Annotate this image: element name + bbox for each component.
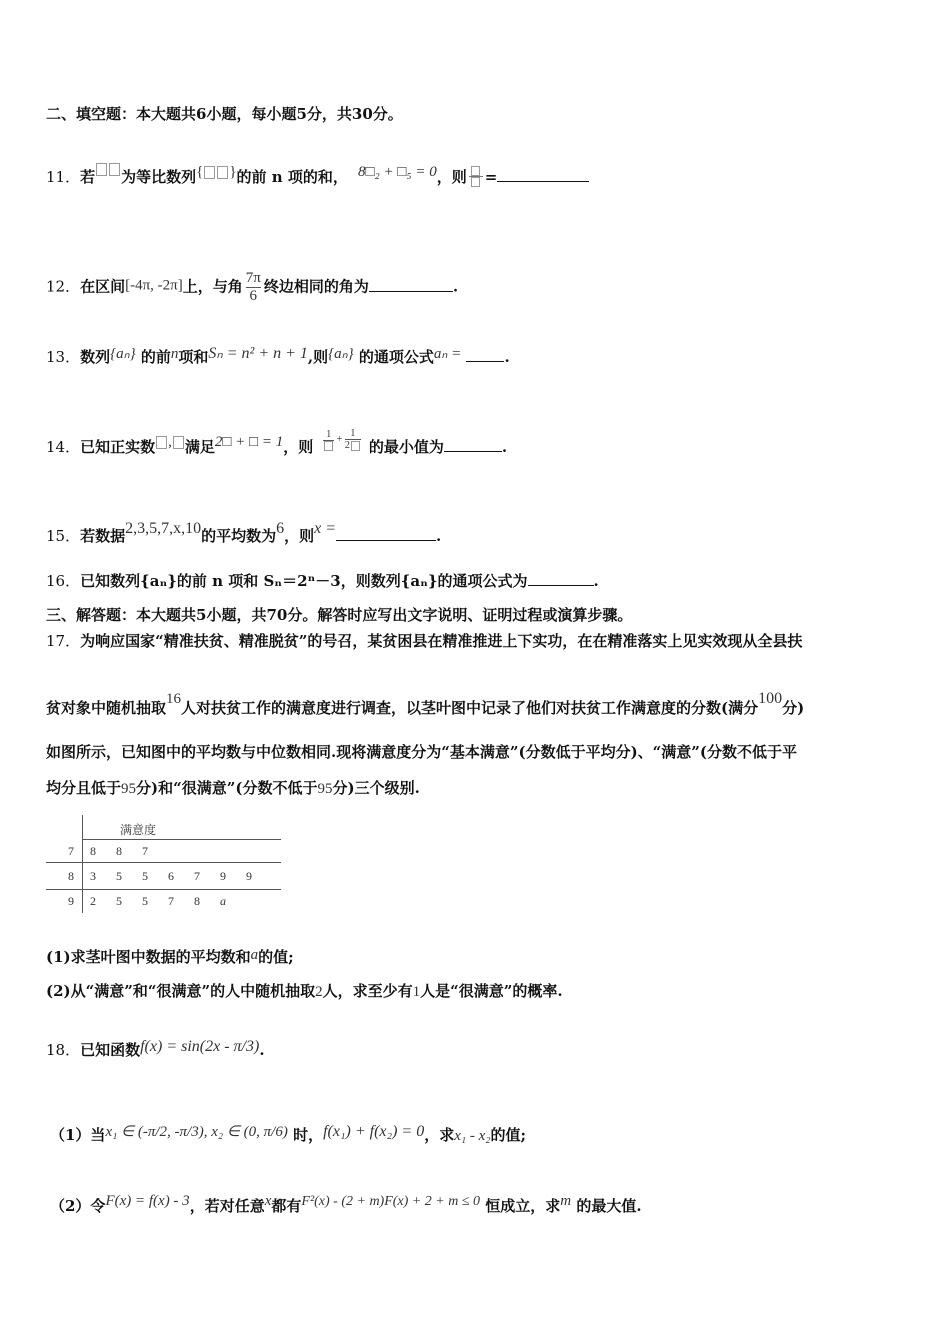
text: . [593,572,599,590]
question-18-part-2 [50,1193,642,1216]
question-13 [46,343,510,367]
math-value: 100 [758,690,783,707]
math-equation: Sₙ = n² + n + 1 [208,345,308,362]
question-14 [46,428,507,457]
stem-leaf-diagram [46,815,281,913]
text: . [452,277,459,296]
math-equation: 8□₂ + □₅ = 0 [357,164,437,180]
math-equation: x = [314,520,337,537]
math-function: F(x) = f(x) - 3 [105,1193,190,1209]
text: 的前 [140,348,171,366]
math-interval: [-4π, -2π] [125,277,183,294]
text: 的最小值为 [368,437,444,456]
text: 的值; [490,1126,527,1144]
text: 项和 [178,348,209,366]
text: 数列 [80,348,111,366]
math-brace: { } [196,164,237,180]
math-var: x [264,1193,272,1209]
leaves-row-8: 3 5 5 6 7 9 9 [90,869,252,883]
question-number: 13． [46,348,81,366]
question-number: 11． [46,168,81,186]
placeholder-glyph [96,163,107,176]
math-equation: f(x₁) + f(x₂) = 0 [323,1123,425,1140]
question-17-part-1 [46,946,294,967]
placeholder-glyph [109,163,120,176]
math-value: 16 [166,691,182,707]
text: 恒成立，求 [485,1197,561,1215]
text: 均分且低于 [46,779,122,797]
question-number: 15． [46,527,81,545]
math-sequence: {aₙ} [110,346,136,362]
question-11 [46,163,589,187]
text: 若 [80,168,96,186]
question-number: 17． [46,632,81,650]
text: 分)和“很满意”(分数不低于 [136,779,318,797]
text: 的平均数为 [201,527,277,545]
question-17-line-2 [46,690,804,718]
question-number: 18． [46,1041,81,1059]
math-value: 95 [121,781,137,797]
text: . [501,437,508,456]
question-17-line-1 [46,630,802,651]
stem-leaf-header: 满意度 [120,823,157,837]
question-12 [46,270,458,305]
text: ，则 [284,527,315,545]
leaves-row-9: 2 5 5 7 8 a [90,894,226,908]
text: 已知函数 [80,1041,141,1059]
stem-9: 9 [68,894,74,908]
math-var: a [250,947,259,963]
math-value: 6 [276,520,285,537]
math-expression: 1 + 1 2 [323,434,361,445]
question-16 [46,570,599,591]
math-data: 2,3,5,7,x,10 [125,520,202,537]
math-equation: aₙ = [433,346,462,362]
math-expression: x₁ - x₂ [454,1128,491,1144]
question-number: 16． [46,572,81,590]
text: 的前 [236,168,267,186]
math-inequality: F²(x) - (2 + m)F(x) + 2 + m ≤ 0 [301,1194,480,1209]
question-15 [46,520,441,546]
section-2-title: 二、填空题：本大题共6小题，每小题5分，共30分。 [46,105,403,123]
text: 为响应国家“精准扶贫、精准脱贫”的号召，某贫困县在精准推进上下实功，在在精准落实上见实效现从全县扶 [80,632,803,650]
text: 的值; [258,948,294,966]
question-17-part-2 [46,980,563,1001]
question-18 [46,1038,265,1060]
text: 项的和， [287,168,348,186]
text: 终边相同的角为 [263,277,369,296]
text: 的最大值. [576,1197,642,1215]
text: ,则 [307,348,329,366]
text: 分)三个级别. [332,779,420,797]
math-vars: , [155,434,185,450]
leaves-row-7: 8 8 7 [90,844,148,858]
text: (2)从“满意”和“很满意”的人中随机抽取 [46,982,316,1000]
math-fraction [469,166,483,187]
question-17-line-3: 如图所示，已知图中的平均数与中位数相同.现将满意度分为“基本满意”(分数低于平均分)、“满意”(分数不低于平 [46,743,798,761]
math-var: m [560,1193,572,1209]
math-function: f(x) = sin(2x - π/3) [140,1038,260,1055]
text: 时， [293,1126,324,1144]
text: ，则 [283,437,314,456]
answer-blank[interactable] [369,291,453,292]
text: . [436,527,442,545]
text: 若数据 [80,527,126,545]
question-number: 14． [46,437,81,456]
text: 上，与角 [182,277,243,296]
answer-blank[interactable] [466,361,504,362]
math-value: 1 [412,984,421,1000]
text: ，求 [424,1126,455,1144]
math-range: x₁ ∈ (-π/2, -π/3), x₂ ∈ (0, π/6) [105,1124,288,1140]
text: 满足 [184,437,215,456]
math-equation: 2□ + □ = 1 [214,433,284,450]
answer-blank[interactable] [528,585,594,586]
answer-blank[interactable] [336,540,436,541]
question-number: 12． [46,277,81,296]
text: 贫对象中随机抽取 [46,699,167,717]
text: （1）当 [50,1126,106,1144]
question-18-part-1 [50,1122,526,1145]
math-value: 2 [315,984,323,1000]
section-3-title: 三、解答题：本大题共5小题，共70分。解答时应写出文字说明、证明过程或演算步骤。 [46,606,633,624]
text: 人是“很满意”的概率. [420,982,563,1000]
text: 在区间 [80,277,126,296]
text: 都有 [271,1197,302,1215]
question-17-line-4 [46,777,420,798]
math-fraction: $\frac{7\pi}{6}$ [245,270,261,304]
math-var: n [170,346,179,362]
text: 为等比数列 [121,168,197,186]
stem-7: 7 [68,844,74,858]
text: ，则 [436,168,467,186]
text: . [504,348,510,366]
text: (1)求茎叶图中数据的平均数和 [46,948,251,966]
text: 已知正实数 [80,437,156,456]
answer-blank[interactable] [444,451,502,452]
text: . [259,1041,265,1059]
text: ，若对任意 [189,1197,265,1215]
text: 的通项公式 [358,348,434,366]
math-value: 95 [317,781,333,797]
math-sequence: {aₙ} [328,346,354,362]
text: 已知数列{aₙ}的前 n 项和 Sₙ＝2ⁿ－3，则数列{aₙ}的通项公式为 [80,572,528,590]
answer-blank[interactable] [497,181,589,182]
text: 人，求至少有 [322,982,413,1000]
text: 分) [782,699,805,717]
text: n [271,168,283,186]
stem-8: 8 [68,869,74,883]
text: （2）令 [50,1197,106,1215]
text: = [484,168,498,186]
text: 人对扶贫工作的满意度进行调查，以茎叶图中记录了他们对扶贫工作满意度的分数(满分 [181,699,759,717]
